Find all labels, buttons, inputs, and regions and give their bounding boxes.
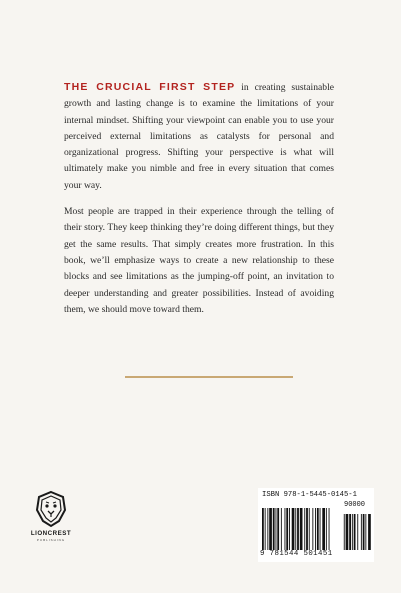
barcode-bars	[258, 508, 374, 552]
publisher-name: LIONCREST	[30, 530, 72, 537]
lead-in-caps: THE CRUCIAL FIRST STEP	[64, 81, 236, 93]
isbn-label: ISBN 978-1-5445-0145-1	[262, 491, 357, 499]
blurb-paragraph-2: Most people are trapped in their experience through the telling of their story. They keep thinking they’re doing different things, but they get the same results. That simply creates more frustration. In this book, we’ll emphasize ways to create a new relationship to these blocks and see limitations as the jumping-off point, an invitation to deeper understanding and greater possibilities. Instead of avoiding them, we should move toward them.	[64, 206, 334, 315]
lion-head-icon	[34, 490, 68, 528]
gold-divider	[125, 376, 293, 378]
back-cover-blurb	[64, 79, 334, 328]
price-code: 90000	[344, 501, 366, 509]
publisher-tagline: PUBLISHING	[36, 538, 66, 542]
publisher-logo	[28, 490, 74, 542]
blurb-paragraph-1	[64, 79, 334, 194]
paragraph-1-text: in creating sustainable growth and lasting change is to examine the limitations of your internal mindset. Shifting your viewpoint can enable you to use your perceived external limitations as catalysts for personal and organizational progress. Shifting your perspective is what will ultimately make you nimble and free in every situation that comes your way.	[64, 82, 334, 191]
isbn-barcode	[258, 488, 374, 562]
barcode-digits: 9 781544 501451	[260, 550, 333, 558]
